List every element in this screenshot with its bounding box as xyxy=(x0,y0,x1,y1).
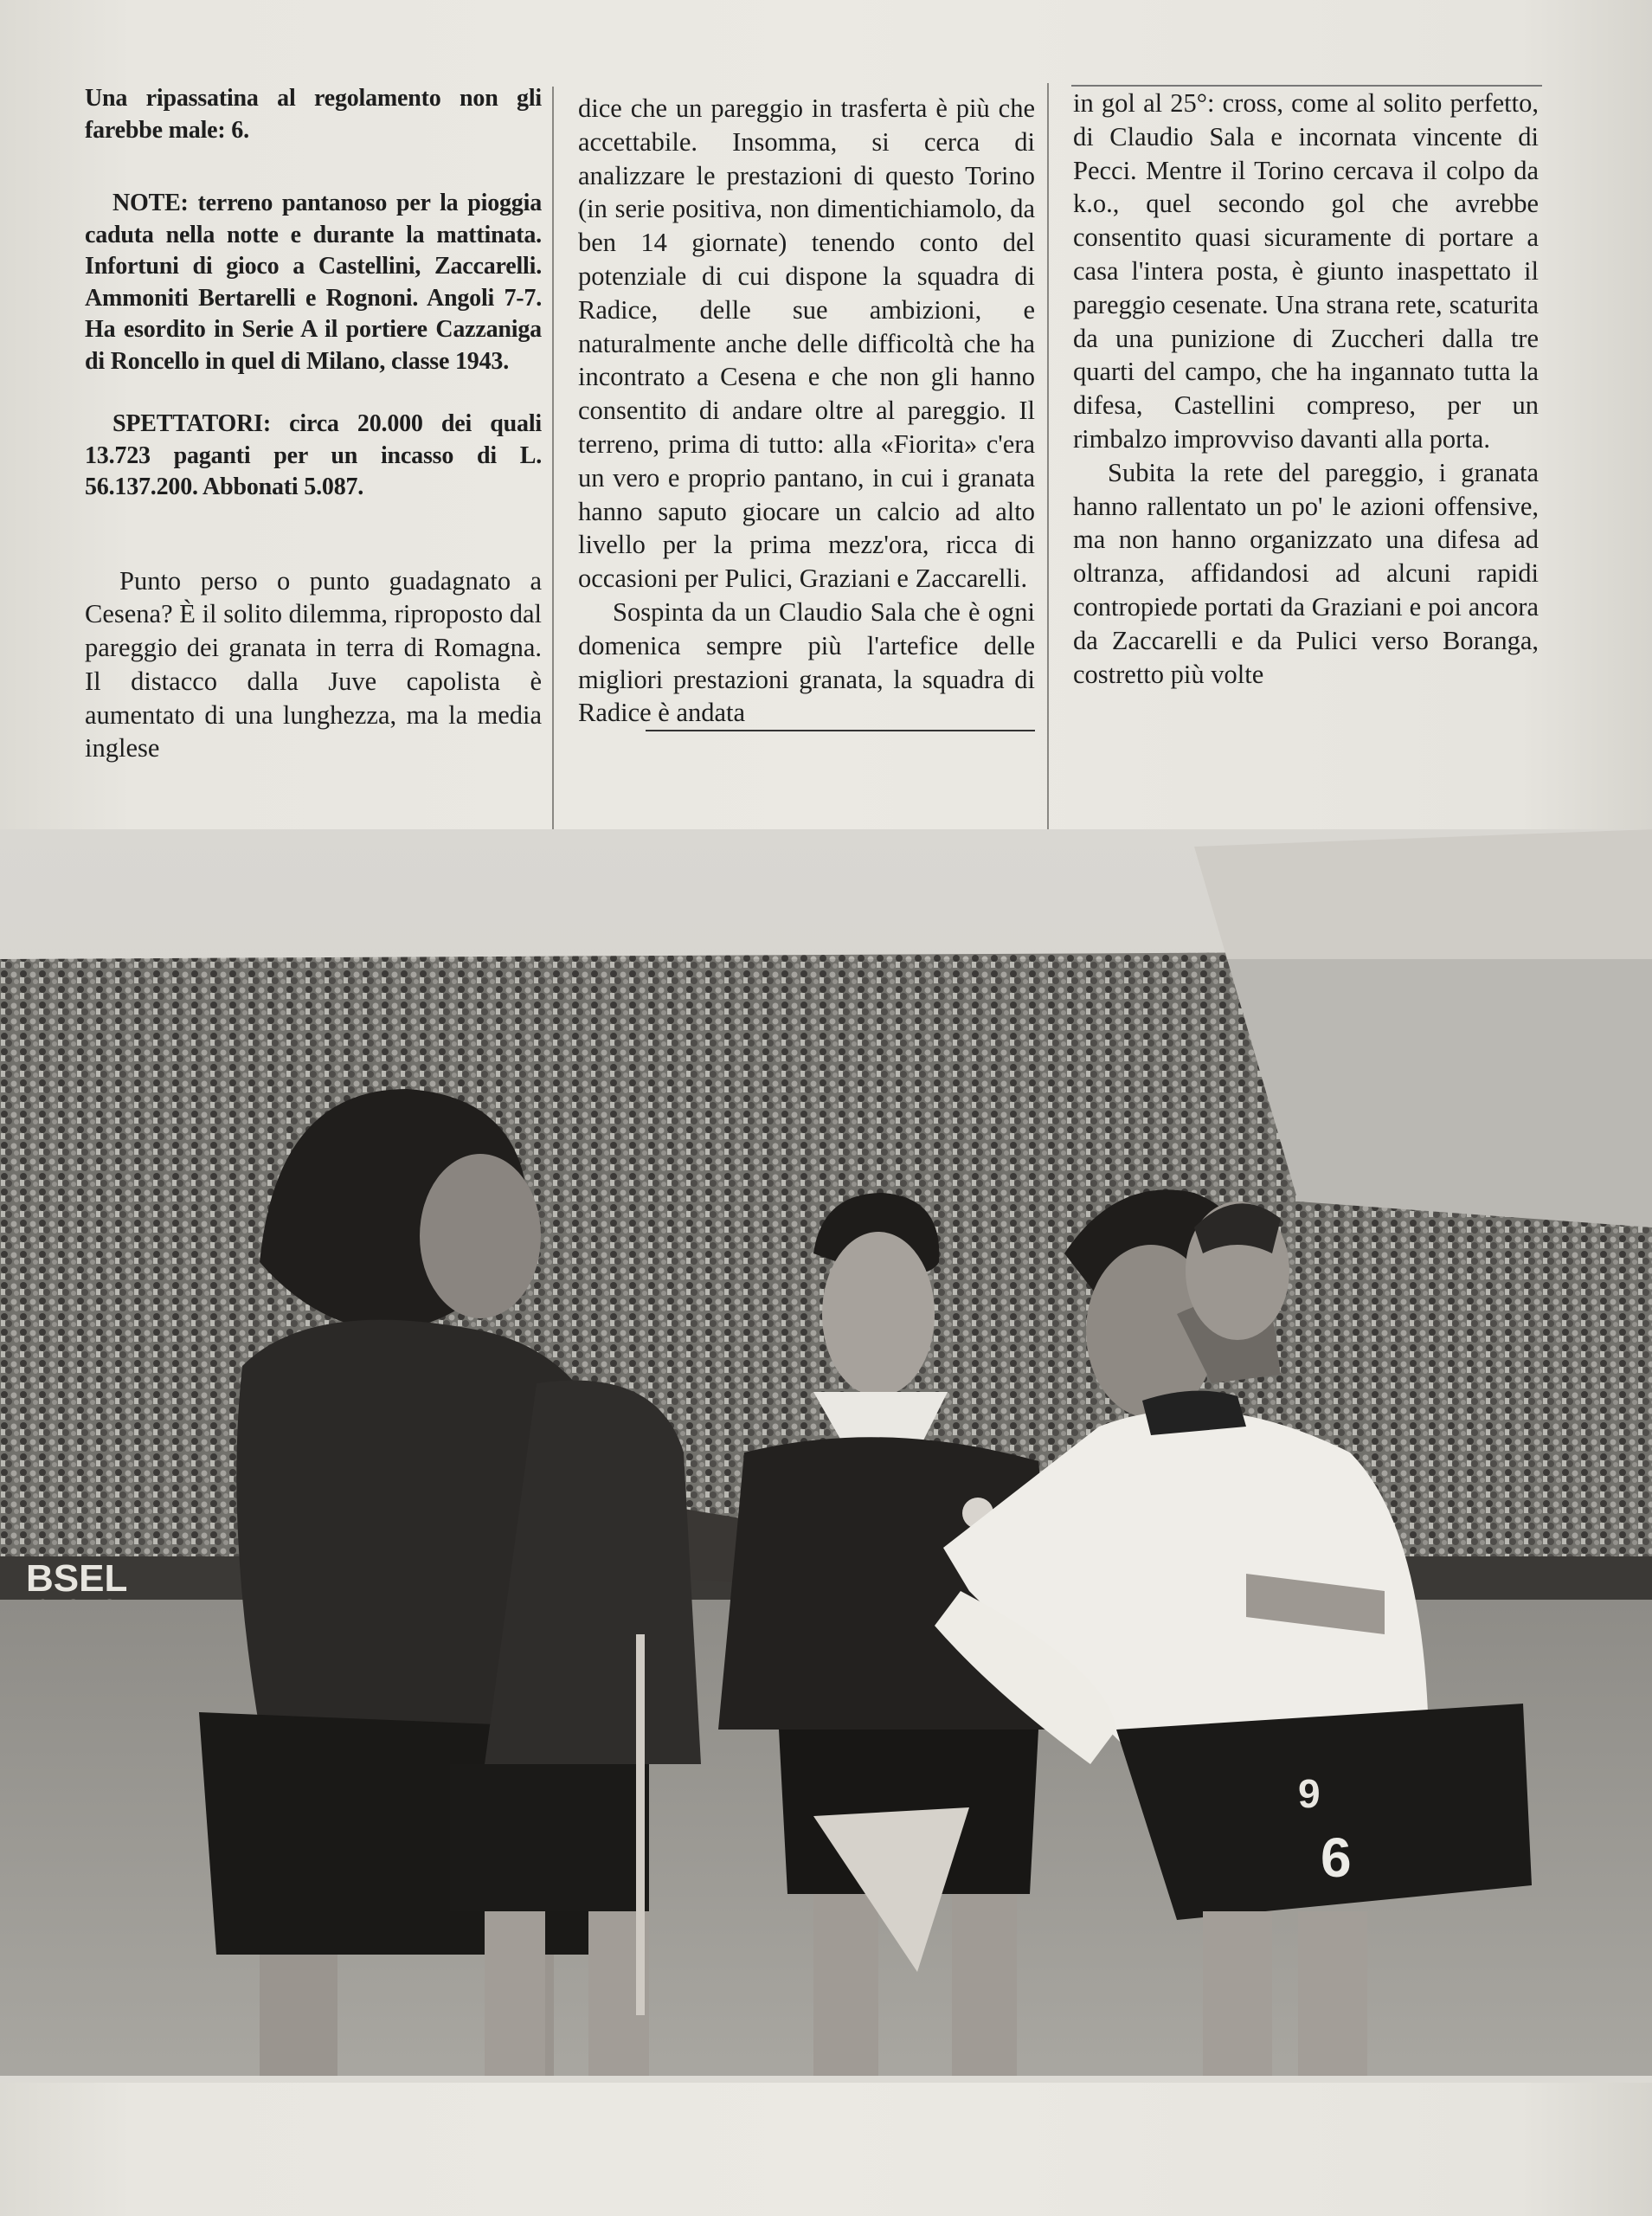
article-paragraph: Subita la rete del pareggio, i granata hanno rallentato un po' le azioni offensive, ma non hanno organizzato una difesa ad oltranza, affidandosi ad alcuni rapidi contropiede portati da Graziani e poi ancora da Zaccarelli e da Pulici verso Boranga, costretto più volte xyxy=(1073,457,1539,689)
notes-text: terreno pantanoso per la pioggia caduta nella notte e durante la mattinata. Infortuni di gioco a Castellini, Zaccarelli. Ammoniti Bertarelli e Rognoni. Angoli 7-7. Ha esordito in Serie A il portiere Cazzaniga di Roncello in quel di Milano, classe 1943. xyxy=(85,190,542,375)
column-rule xyxy=(552,87,554,829)
notes-label: NOTE: xyxy=(112,190,189,216)
notes-paragraph xyxy=(85,188,542,377)
column-3 xyxy=(1073,87,1539,691)
column-rule xyxy=(1047,83,1049,829)
photo-border xyxy=(0,2076,1652,2083)
spectators-text: circa 20.000 dei quali 13.723 paganti per un incasso di L. 56.137.200. Abbonati 5.087. xyxy=(85,410,542,500)
spectators-paragraph xyxy=(85,409,542,504)
shirt-number: 9 xyxy=(1298,1771,1321,1816)
rating-paragraph: Una ripassatina al regolamento non gli farebbe male: 6. xyxy=(85,85,542,144)
official-background xyxy=(1186,1201,1289,1340)
match-photo xyxy=(0,829,1652,2083)
column-1 xyxy=(85,83,542,765)
photo-illustration xyxy=(0,829,1652,2083)
spectators-label: SPETTATORI: xyxy=(112,410,271,437)
article-paragraph: in gol al 25°: cross, come al solito perfetto, di Claudio Sala e incornata vincente di Pecci. Mentre il Torino cercava il colpo da k.o., quel secondo gol che avrebbe consentito quasi sicuramente di portare a casa l'intera posta, è giunto inaspettato il pareggio cesenate. Una strana rete, scaturita da una punizione di Zuccheri dalla tre quarti del campo, che ha ingannato tutta la difesa, Castellini compreso, per un rimbalzo improvviso davanti alla porta. xyxy=(1073,88,1539,454)
banner-text: BSEL xyxy=(26,1557,128,1600)
article-paragraph: Punto perso o punto guadagnato a Cesena? È il solito dilemma, riproposto dal pareggio dei granata in terra di Romagna. Il distacco dalla Juve capolista è aumentato di una lunghezza, ma la media inglese xyxy=(85,565,542,763)
article-paragraph: Sospinta da un Claudio Sala che è ogni domenica sempre più l'artefice delle migliori prestazioni granata, la squadra di Radice è andata xyxy=(578,596,1035,728)
article-paragraph: dice che un pareggio in trasferta è più che accettabile. Insomma, si cerca di analizzare le prestazioni di questo Torino (in serie positiva, non dimentichiamolo, da ben 14 giornate) tenendo conto del potenziale di cui dispone la squadra di Radice, delle sue ambizioni, e naturalmente anche delle difficoltà che ha incontrato a Cesena e che non gli hanno consentito di andare oltre al pareggio. Il terreno, prima di tutto: alla «Fiorita» c'era un vero e proprio pantano, in cui i granata hanno saputo giocare un calcio ad alto livello per la prima mezz'ora, ricca di occasioni per Pulici, Graziani e Zaccarelli. xyxy=(578,93,1035,594)
top-rule xyxy=(1071,85,1542,87)
underline-rule xyxy=(646,730,1035,731)
column-2 xyxy=(578,92,1035,730)
shorts-number: 6 xyxy=(1321,1826,1352,1889)
